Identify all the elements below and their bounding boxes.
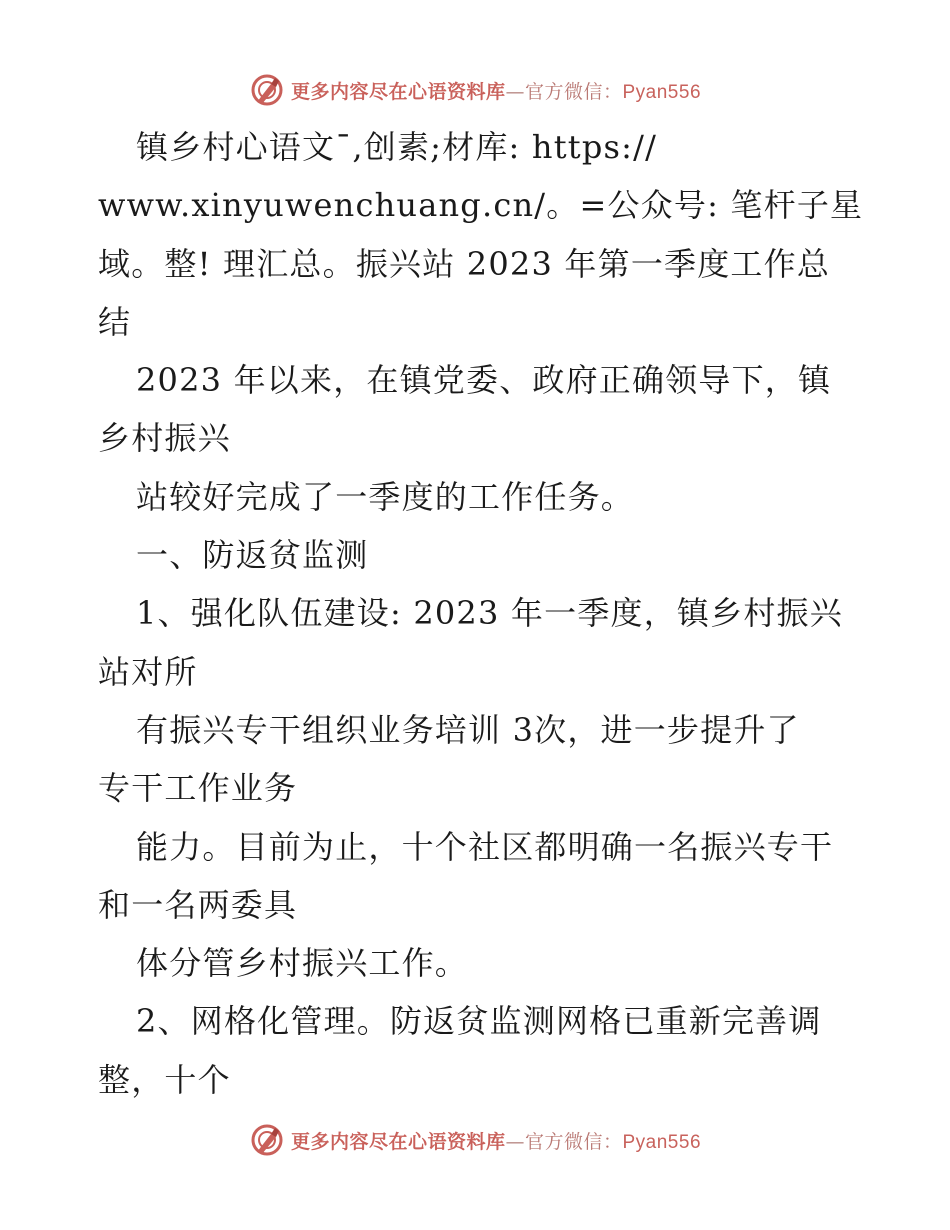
- text-line: 结: [98, 302, 132, 341]
- text-line: 1、强化队伍建设: 2023 年一季度，镇乡村振兴: [136, 594, 843, 633]
- text-line: 乡村振兴: [98, 419, 231, 458]
- text-line: 2023 年以来，在镇党委、政府正确领导下，镇: [136, 361, 832, 400]
- text-line: 2、网格化管理。防返贫监测网格已重新完善调: [136, 1002, 822, 1041]
- text-line: 体分管乡村振兴工作。: [136, 944, 469, 983]
- text-line: 域。整! 理汇总。振兴站 2023 年第一季度工作总: [98, 244, 831, 283]
- text-line: 一、防返贫监测: [136, 536, 369, 575]
- header-banner-text: 更多内容尽在心语资料库—官方微信：Pyan556: [290, 80, 702, 103]
- text-line: www.xinyuwenchuang.cn/。=公众号: 笔杆子星: [98, 186, 864, 225]
- text-line: 能力。目前为止，十个社区都明确一名振兴专干: [136, 827, 834, 866]
- pen-logo-icon: [249, 72, 285, 108]
- text-line: 有振兴专干组织业务培训 3次，进一步提升了: [136, 710, 800, 749]
- header-banner: [0, 68, 950, 112]
- document-body: [98, 118, 864, 1109]
- text-line: 整，十个: [98, 1060, 231, 1099]
- text-line: 专干工作业务: [98, 769, 298, 808]
- text-line: 站较好完成了一季度的工作任务。: [136, 477, 635, 516]
- text-line: 镇乡村心语文¯,创素;材库: https://: [136, 128, 658, 166]
- footer-banner-text: 更多内容尽在心语资料库—官方微信：Pyan556: [290, 1130, 702, 1153]
- footer-banner: [0, 1118, 950, 1162]
- text-line: 站对所: [98, 652, 198, 691]
- pen-logo-icon: [249, 1122, 285, 1158]
- text-line: 和一名两委具: [98, 885, 298, 924]
